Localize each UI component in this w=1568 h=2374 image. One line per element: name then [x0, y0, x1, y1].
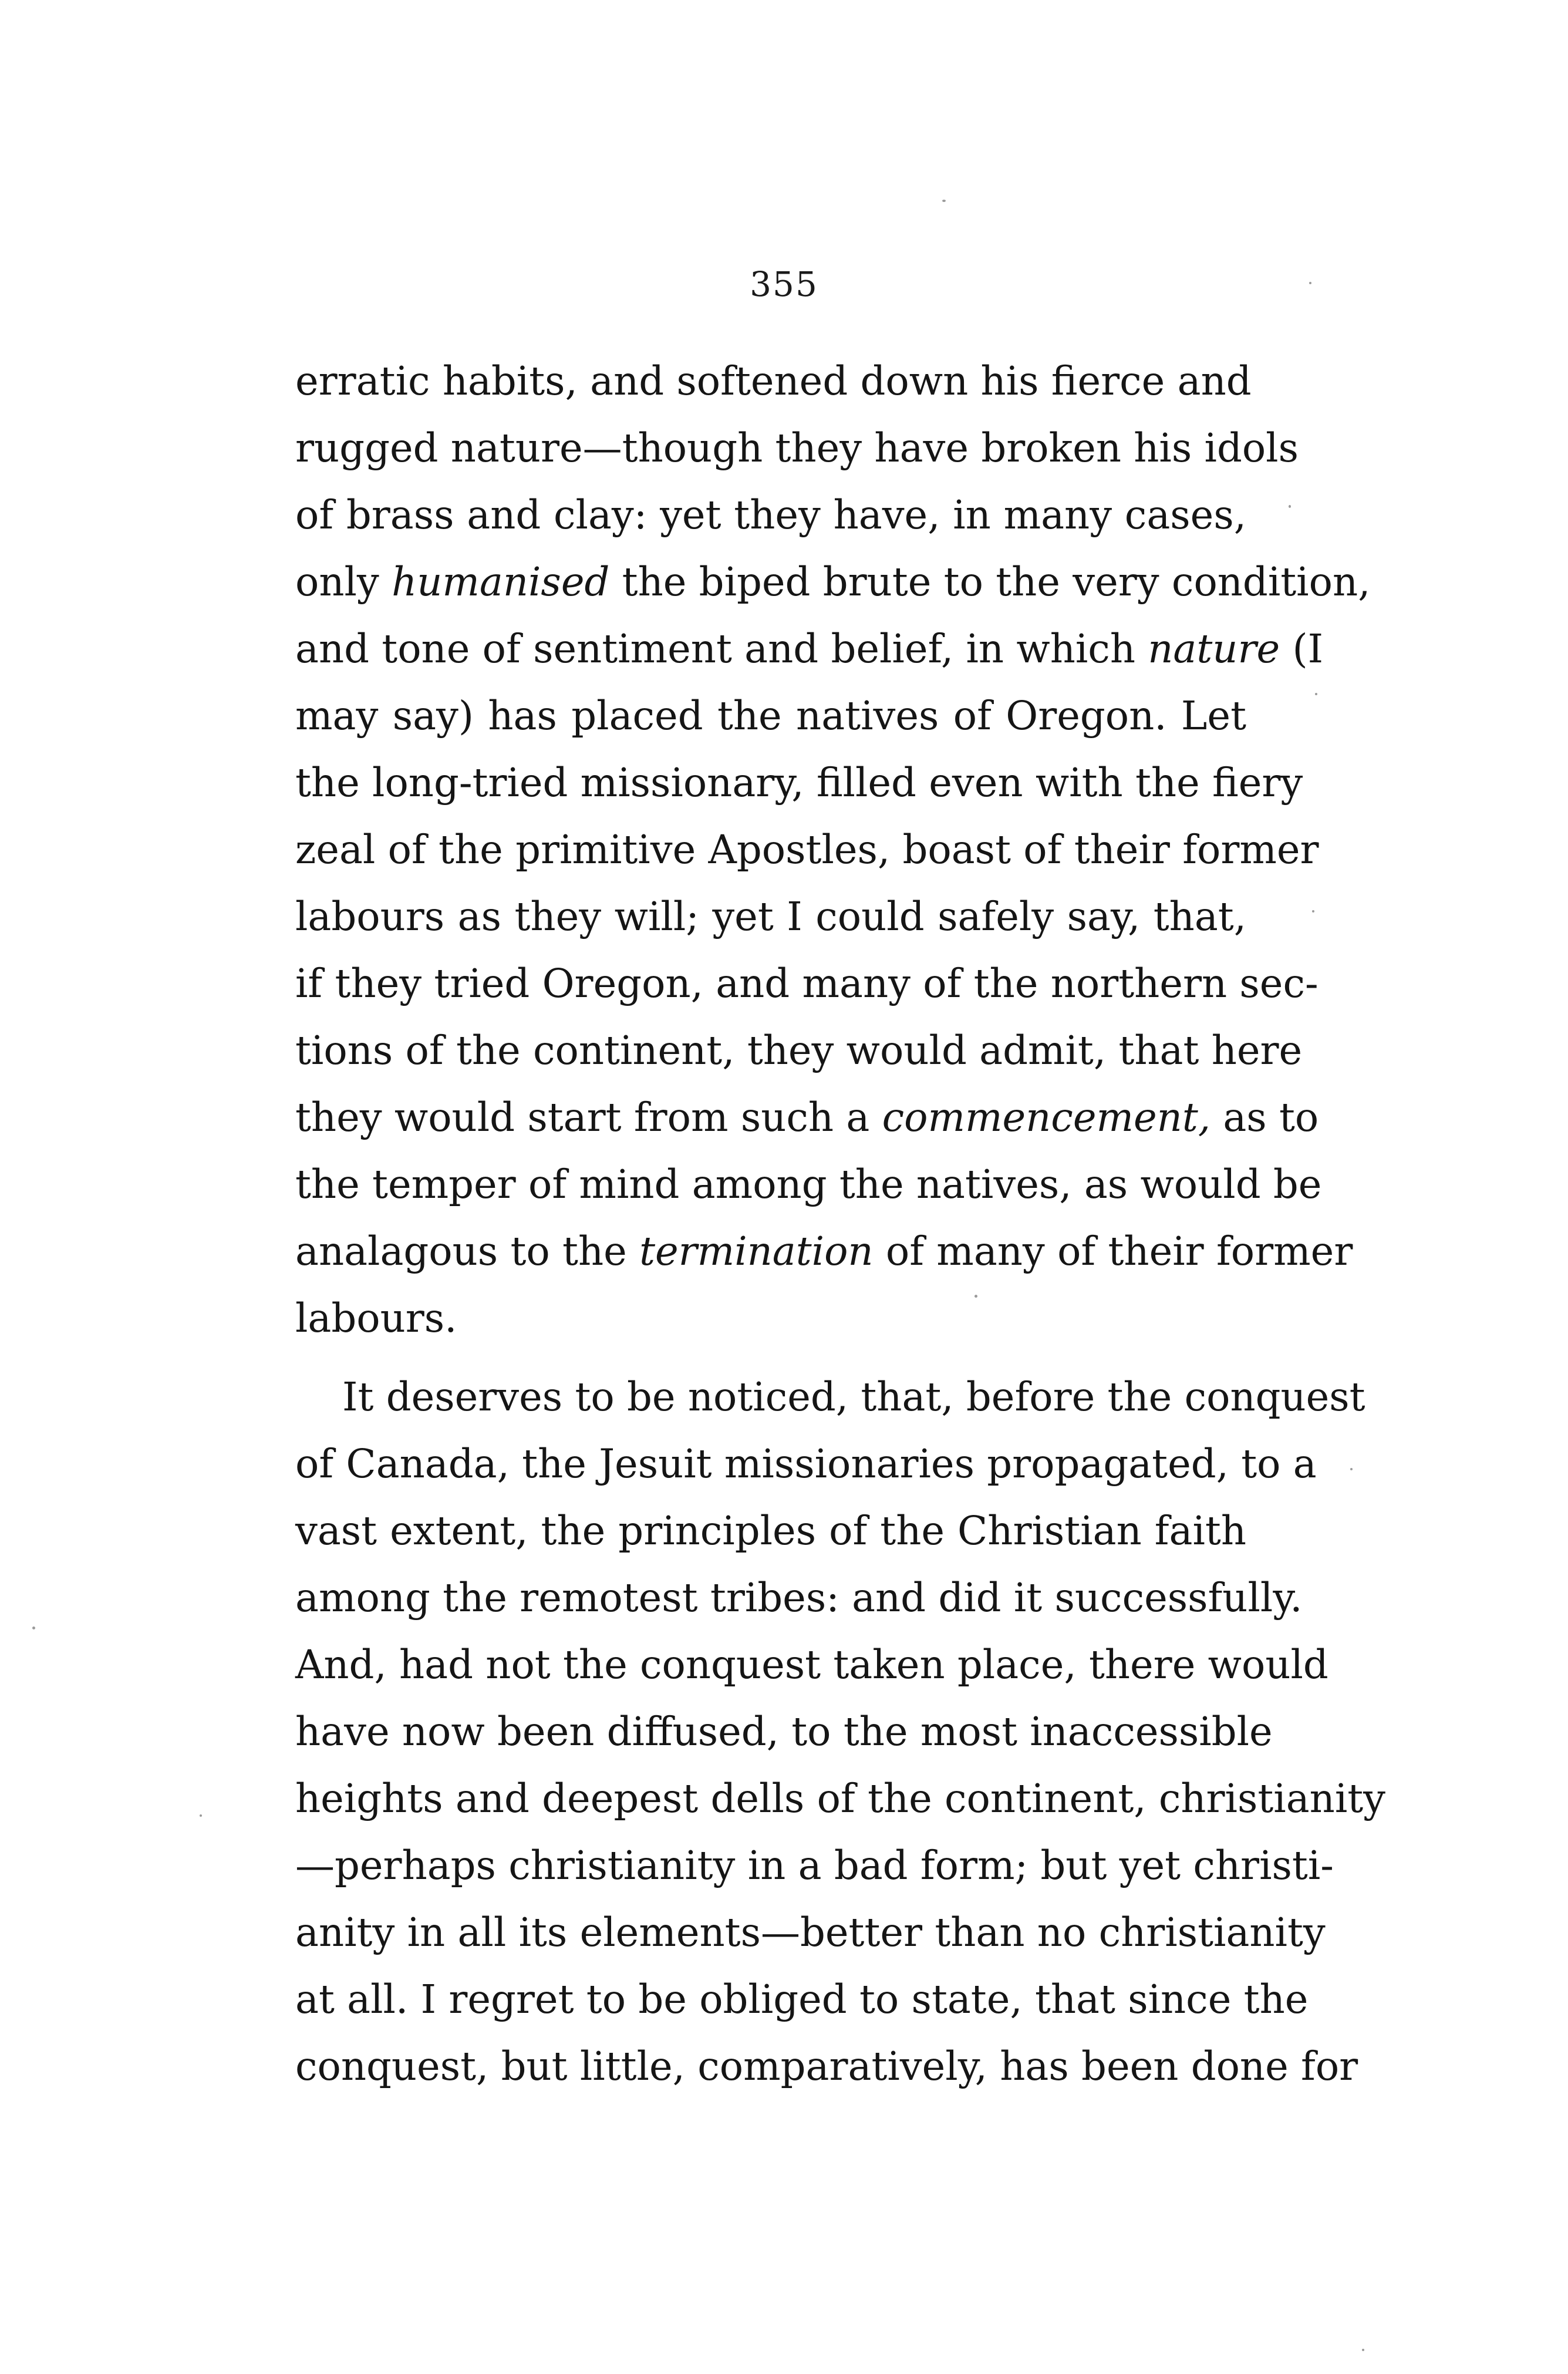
text-segment: and tone of sentiment and belief, in which — [295, 626, 1148, 672]
text-line — [295, 1430, 1317, 1497]
text-segment: of brass and clay: yet they have, in many cases, — [295, 492, 1246, 538]
text-segment: have now been diffused, to the most inaccessible — [295, 1709, 1273, 1755]
text-segment: of many of their former — [873, 1228, 1353, 1274]
text-line — [295, 1497, 1246, 1564]
text-line — [295, 749, 1303, 816]
scan-speck — [1315, 693, 1317, 695]
scan-speck — [1289, 505, 1291, 508]
text-segment: if they tried Oregon, and many of the northern sec- — [295, 961, 1319, 1006]
text-segment: they would start from such a — [295, 1095, 882, 1140]
italic-text: commencement, — [882, 1095, 1211, 1140]
text-line — [295, 481, 1246, 548]
text-line — [295, 1218, 1353, 1285]
text-line — [295, 682, 1246, 749]
text-segment: the biped brute to the very condition, — [609, 559, 1371, 605]
text-segment: (I — [1280, 626, 1324, 672]
scan-speck — [942, 200, 946, 202]
text-line — [295, 1017, 1303, 1084]
text-line — [295, 816, 1319, 883]
text-line — [295, 1084, 1319, 1151]
text-segment: the temper of mind among the natives, as would be — [295, 1161, 1322, 1207]
text-segment: vast extent, the principles of the Christian faith — [295, 1508, 1246, 1554]
text-line — [295, 615, 1324, 682]
text-segment: among the remotest tribes: and did it successfully. — [295, 1575, 1303, 1621]
text-segment: rugged nature—though they have broken his idols — [295, 425, 1299, 471]
text-segment: analagous to the — [295, 1228, 640, 1274]
scan-speck — [1312, 910, 1314, 912]
text-segment: may say) has placed the natives of Oregon. Let — [295, 693, 1246, 739]
text-line — [295, 1832, 1334, 1899]
text-line — [295, 1151, 1322, 1218]
text-line — [295, 1966, 1309, 2033]
text-segment: —perhaps christianity in a bad form; but yet christi- — [295, 1843, 1334, 1888]
text-line — [295, 1765, 1386, 1832]
scan-speck — [1362, 2349, 1364, 2351]
page-number: 355 — [750, 264, 818, 304]
text-segment: the long-tried missionary, filled even with the fiery — [295, 760, 1303, 806]
italic-text: nature — [1148, 626, 1280, 672]
text-segment: heights and deepest dells of the continent, christianity — [295, 1776, 1386, 1821]
text-segment: as to — [1210, 1095, 1319, 1140]
italic-text: termination — [639, 1228, 874, 1274]
text-segment: at all. I regret to be obliged to state, that since the — [295, 1976, 1309, 2022]
scan-speck — [1309, 282, 1311, 284]
text-segment: conquest, but little, comparatively, has been done for — [295, 2043, 1358, 2089]
text-line — [295, 950, 1319, 1017]
text-line — [295, 415, 1299, 481]
text-segment: of Canada, the Jesuit missionaries propagated, to a — [295, 1441, 1317, 1487]
text-line — [295, 1564, 1303, 1631]
text-segment: tions of the continent, they would admit, that here — [295, 1028, 1303, 1073]
text-line — [295, 1631, 1328, 1698]
text-line — [295, 1698, 1273, 1765]
text-line — [295, 2033, 1358, 2100]
italic-text: humanised — [392, 559, 610, 605]
text-line — [295, 1363, 1365, 1430]
text-line — [295, 1899, 1326, 1966]
text-line — [295, 348, 1252, 415]
scan-speck — [32, 1627, 35, 1629]
text-segment: zeal of the primitive Apostles, boast of their former — [295, 827, 1319, 873]
text-segment: labours as they will; yet I could safely say, that, — [295, 894, 1246, 940]
text-line — [295, 548, 1371, 615]
text-segment: It deserves to be noticed, that, before the conquest — [342, 1374, 1365, 1420]
text-segment: erratic habits, and softened down his fierce and — [295, 358, 1252, 404]
text-segment: anity in all its elements—better than no christianity — [295, 1910, 1326, 1955]
text-line — [295, 1285, 1246, 1352]
scan-speck — [200, 1814, 202, 1817]
text-segment: labours. — [295, 1295, 457, 1341]
text-segment: And, had not the conquest taken place, there would — [295, 1642, 1328, 1688]
text-line — [295, 883, 1246, 950]
scan-speck — [1350, 1468, 1353, 1470]
text-segment: only — [295, 559, 392, 605]
scan-speck — [974, 1295, 977, 1298]
body-text — [295, 348, 1386, 2100]
